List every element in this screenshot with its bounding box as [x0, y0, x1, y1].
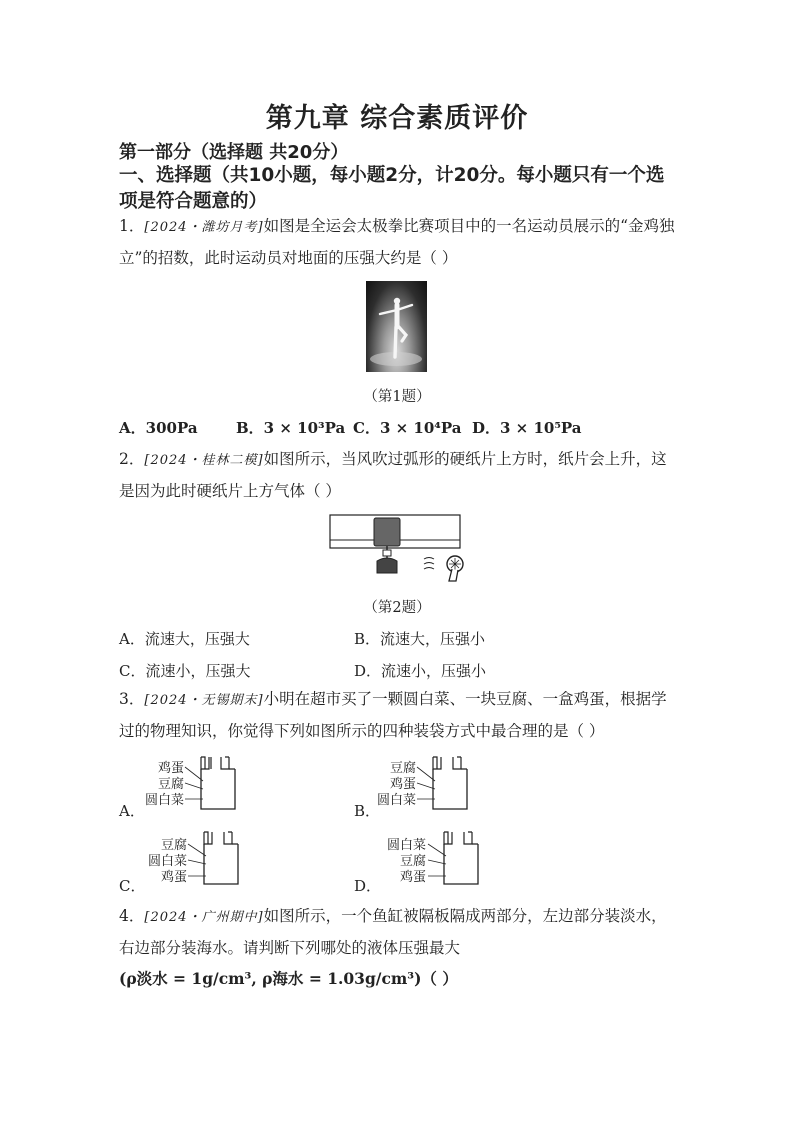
- q1-option-a[interactable]: A．300Pa: [119, 419, 198, 437]
- q3-option-d-letter[interactable]: D．: [354, 877, 382, 895]
- paper-airfoil-diagram: [328, 509, 468, 589]
- question-source: [2024・潍坊月考]: [144, 220, 264, 235]
- section-title: 一、选择题（共10小题，每小题2分，计20分。每小题只有一个选项是符合题意的）: [119, 165, 665, 212]
- question-4: [119, 901, 679, 964]
- q1-option-b[interactable]: B．3 × 10³Pa: [236, 419, 346, 437]
- question-number: 4．: [119, 907, 145, 925]
- q1-option-d[interactable]: D．3 × 10⁵Pa: [472, 419, 582, 437]
- q3-option-b-labels: 豆腐 鸡蛋 圆白菜: [376, 761, 416, 808]
- figure-caption-2: （第2题）: [363, 600, 431, 616]
- q2-option-d[interactable]: D．流速小，压强小: [354, 662, 487, 680]
- question-number: 2．: [119, 450, 145, 468]
- q3-option-a-letter[interactable]: A．: [119, 802, 145, 820]
- question-source: [2024・桂林二模]: [144, 453, 264, 468]
- q3-option-b-bag-icon: [415, 753, 471, 813]
- question-number: 3．: [119, 690, 145, 708]
- q3-option-a-bag-icon: [183, 753, 239, 813]
- question-source: [2024・无锡期末]: [144, 693, 264, 708]
- q3-option-b-letter[interactable]: B．: [354, 802, 381, 820]
- question-text: 如图是全运会太极拳比赛项目中的一名运动员展示的“金鸡独立”的招数，此时运动员对地面的压强大约是（ ）: [119, 217, 675, 267]
- q2-option-a[interactable]: A．流速大，压强大: [119, 630, 250, 648]
- q3-option-a-labels: 鸡蛋 豆腐 圆白菜: [144, 761, 184, 808]
- q4-density-formula: (ρ淡水 = 1g/cm³, ρ海水 = 1.03g/cm³)（ ）: [119, 969, 458, 988]
- q3-option-c-bag-icon: [186, 828, 242, 888]
- q1-option-c[interactable]: C．3 × 10⁴Pa: [353, 419, 462, 437]
- page-title: 第九章 综合素质评价: [265, 103, 529, 134]
- question-source: [2024・广州期中]: [144, 910, 264, 925]
- question-text: 如图所示，一个鱼缸被隔板隔成两部分，左边部分装淡水，右边部分装海水。请判断下列哪处的液体压强最大: [119, 907, 667, 957]
- question-3: [119, 684, 679, 747]
- q3-option-c-labels: 豆腐 圆白菜 鸡蛋: [147, 838, 187, 885]
- q2-option-b[interactable]: B．流速大，压强小: [354, 630, 486, 648]
- q3-option-c-letter[interactable]: C．: [119, 877, 146, 895]
- q3-option-d-labels: 圆白菜 豆腐 鸡蛋: [386, 838, 426, 885]
- athlete-figure-icon: [366, 281, 427, 372]
- q3-option-d-bag-icon: [426, 828, 482, 888]
- figure-caption-1: （第1题）: [363, 389, 431, 405]
- taichi-athlete-photo: [366, 281, 427, 372]
- question-2: [119, 444, 679, 507]
- q2-option-c[interactable]: C．流速小，压强大: [119, 662, 251, 680]
- question-1: [119, 211, 679, 274]
- part-title: 第一部分（选择题 共20分）: [119, 142, 349, 163]
- question-text: 小明在超市买了一颗圆白菜、一块豆腐、一盒鸡蛋，根据学过的物理知识，你觉得下列如图所示的四种装袋方式中最合理的是（ ）: [119, 690, 667, 740]
- question-number: 1．: [119, 217, 145, 235]
- question-text: 如图所示，当风吹过弧形的硬纸片上方时，纸片会上升，这是因为此时硬纸片上方气体（ ）: [119, 450, 667, 500]
